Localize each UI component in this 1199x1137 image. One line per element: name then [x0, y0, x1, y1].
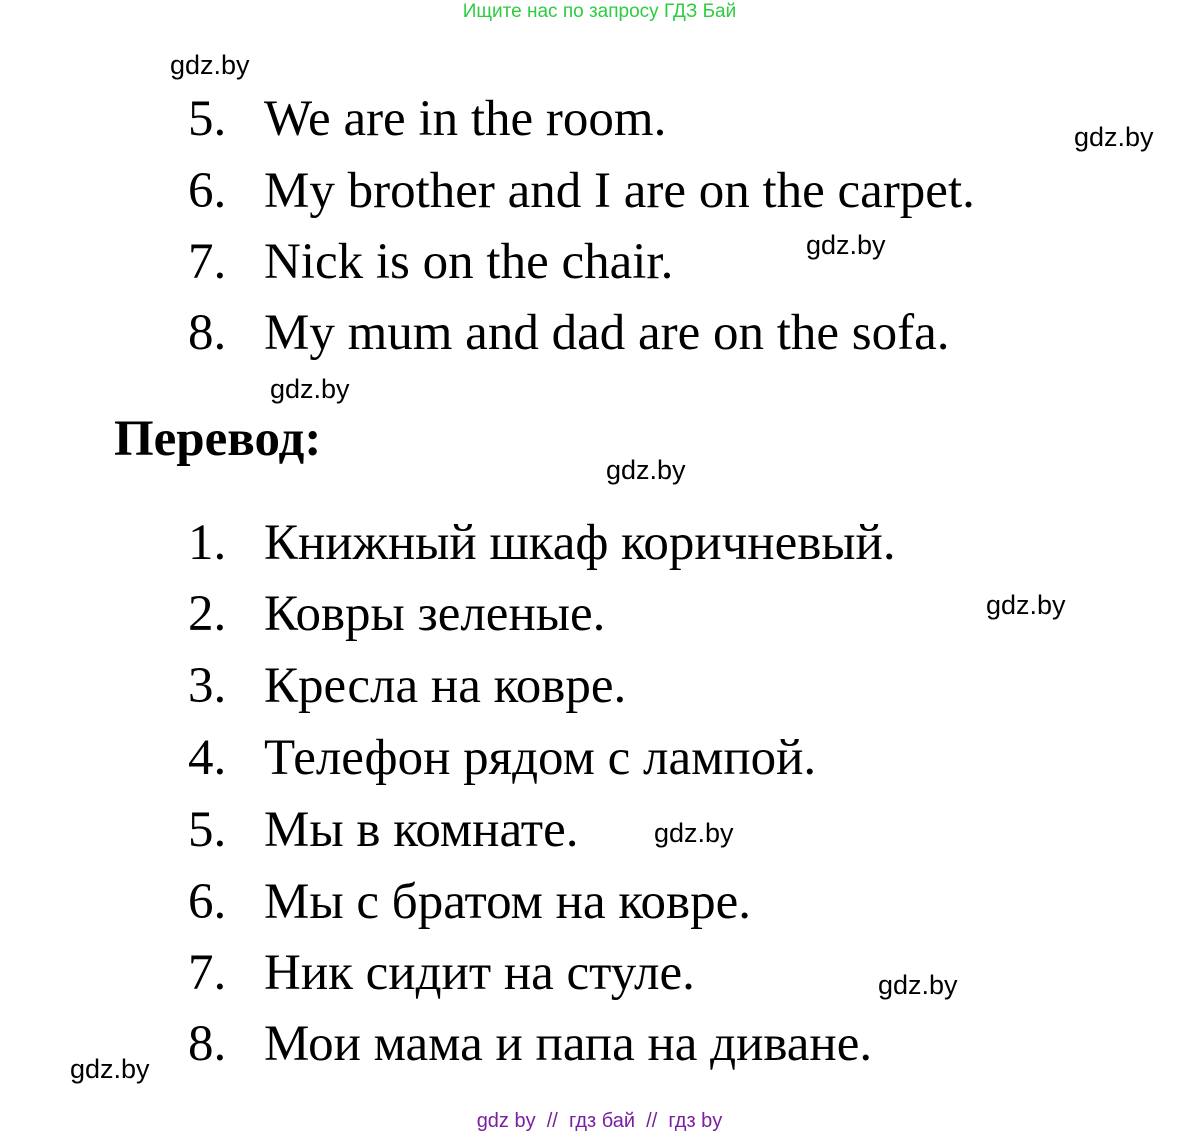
item-text: My brother and I are on the carpet.	[264, 163, 975, 219]
item-number: 5.	[188, 802, 227, 858]
top-banner: Ищите нас по запросу ГДЗ Бай	[462, 1, 737, 22]
watermark: gdz.by	[654, 818, 734, 848]
item-number: 7.	[188, 234, 227, 290]
watermark: gdz.by	[270, 374, 350, 404]
item-text: Nick is on the chair.	[264, 234, 674, 290]
item-text: Мы с братом на ковре.	[264, 874, 752, 930]
watermark: gdz.by	[806, 230, 886, 260]
item-text: Кресла на ковре.	[264, 658, 627, 714]
item-number: 6.	[188, 874, 227, 930]
item-number: 2.	[188, 586, 227, 642]
item-text: We are in the room.	[264, 91, 667, 147]
item-text: My mum and dad are on the sofa.	[264, 305, 950, 361]
watermark: gdz.by	[986, 590, 1066, 620]
item-text: Мы в комнате.	[264, 802, 579, 858]
item-number: 3.	[188, 658, 227, 714]
item-number: 1.	[188, 515, 227, 571]
watermark: gdz.by	[878, 970, 958, 1000]
translation-heading: Перевод:	[114, 411, 322, 467]
item-number: 4.	[188, 730, 227, 786]
item-text: Телефон рядом с лампой.	[264, 730, 817, 786]
watermark: gdz.by	[70, 1054, 150, 1084]
watermark: gdz.by	[606, 455, 686, 485]
item-number: 8.	[188, 1016, 227, 1072]
item-number: 8.	[188, 305, 227, 361]
item-text: Ник сидит на стуле.	[264, 945, 695, 1001]
item-text: Мои мама и папа на диване.	[264, 1016, 873, 1072]
item-text: Книжный шкаф коричневый.	[264, 515, 896, 571]
item-number: 7.	[188, 945, 227, 1001]
item-number: 5.	[188, 91, 227, 147]
item-number: 6.	[188, 163, 227, 219]
footer-links: gdz by // гдз бай // гдз by	[476, 1110, 723, 1132]
watermark: gdz.by	[170, 50, 250, 80]
watermark: gdz.by	[1074, 122, 1154, 152]
item-text: Ковры зеленые.	[264, 586, 606, 642]
